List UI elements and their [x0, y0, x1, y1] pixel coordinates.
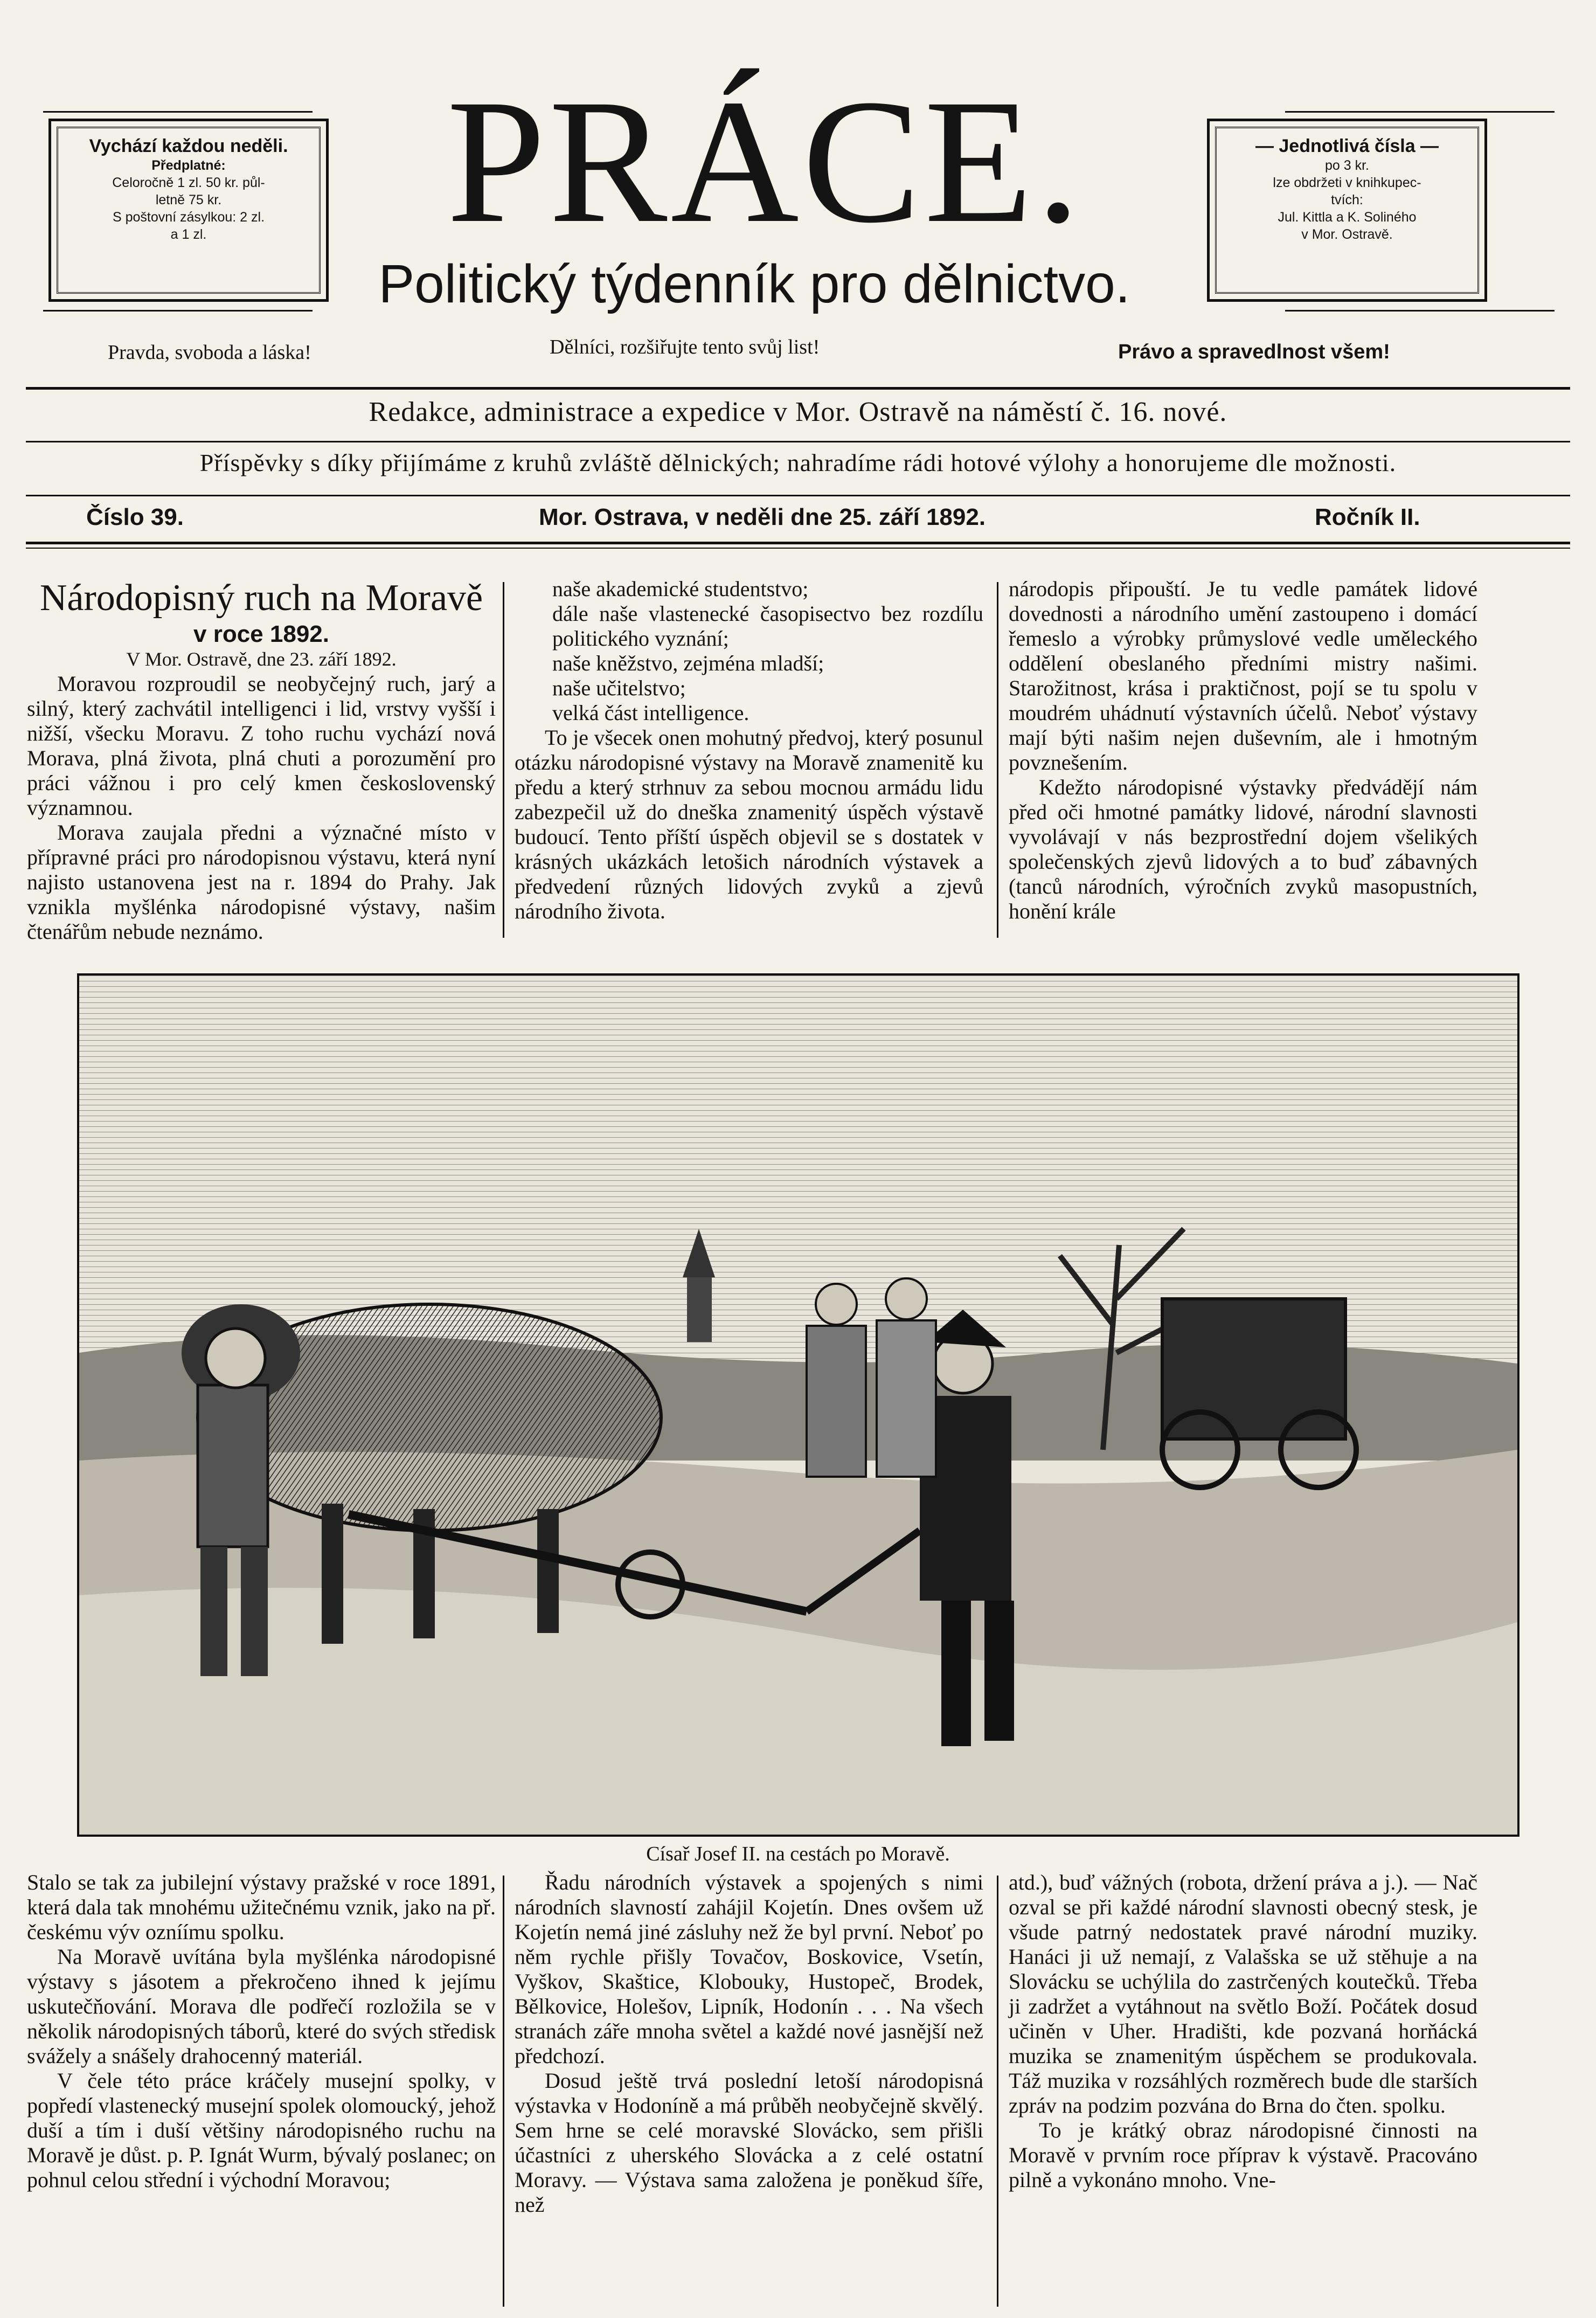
paragraph: národopis připouští. Je tu vedle památek lidové dovednosti a národního umění zastoupeno i domácí řemeslo a výrobky průmyslové vedle uměleckého oddělení obeslaného předními mistry našimi. Starožitnost, krása i praktičnost, pojí se tu spolu v moudrém uhádnutí výstavních účelů. Neboť výstavy mají býti našim nejen duševním, ale i hmotným povznešením. [1009, 577, 1477, 774]
issue-number: Číslo 39. [86, 504, 184, 530]
paragraph: Morava zaujala předni a význačné místo v přípravné práci pro národopisnou výstavu, která nyní najisto ustanovena jest na r. 1894 do Prahy. Jak vznikla myšlénka národopisné výstavy, našim čtenářům nebude neznámo. [27, 820, 496, 944]
list-item: naše kněžstvo, zejména mladší; [552, 651, 824, 675]
courtier-head [886, 1278, 927, 1319]
single-copy-line: lze obdržeti v knihkupec- [1273, 175, 1421, 190]
paragraph: Kdežto národopisné výstavky předvádějí nám před oči hmotné památky lidové, národní slavnosti vyvolávají v nás bezprostřední dojem všelikých společenských zjevů lidových a to buď zábavných (tanců národních, výročních zvyků masopustních, honění krále [1009, 775, 1477, 923]
illustration-engraving [79, 975, 1517, 1835]
courtier-figure [807, 1326, 866, 1477]
single-copy-line: po 3 kr. [1325, 158, 1369, 173]
paragraph: To je krátký obraz národopisné činnosti na Moravě v prvním roce příprav k výstavě. Pracováno pilně a vykonáno mnoho. Vne- [1009, 2118, 1477, 2192]
divider [26, 542, 1570, 544]
article-title: Národopisný ruch na Moravě [39, 577, 483, 619]
illustration-frame [77, 973, 1519, 1837]
subscription-line: S poštovní zásylkou: 2 zl. [112, 210, 265, 225]
volume-number: Ročník II. [1315, 504, 1420, 530]
motto-center: Dělníci, rozšiřujte tento svůj list! [550, 336, 820, 358]
ploughman-leg [200, 1547, 227, 1676]
emperor-boot [984, 1601, 1014, 1741]
ploughman-head [206, 1328, 265, 1388]
subscription-line: a 1 zl. [170, 227, 207, 242]
horse-leg [537, 1509, 559, 1633]
paragraph: Řadu národních výstavek a spojených s nimi národních slavností zahájil Kojetín. Dnes ovšem už Kojetín nemá jiné zásluhy než že byl první. Neboť po něm rychle přišly Tovačov, Boskovice, Vsetín, Vyškov, Skaštice, Klobouky, Hustopeč, Brodek, Bělkovice, Holešov, Lipník, Hodonín . . . Na všech stranách záře mnoha světel a každé nové jasnější než předchozí. [515, 1870, 983, 2068]
article-dateline: V Mor. Ostravě, dne 23. září 1892. [126, 648, 397, 670]
motto-right: Právo a spravedlnost všem! [1118, 341, 1390, 363]
issue-date: Mor. Ostrava, v neděli dne 25. září 1892. [539, 504, 986, 530]
column-1-top [27, 577, 496, 944]
list-item: naše učitelstvo; [552, 676, 686, 700]
column-rule [503, 1876, 504, 2307]
column-1-bottom [27, 1870, 496, 2192]
column-rule [503, 582, 504, 938]
paragraph: V čele této práce kráčely musejní spolky, v popředí vlastenecký musejní spolek olomoucký, jehož duší a tím i duší většiny národopisného ruchu na Moravě je důst. p. P. Ignát Wurm, bývalý poslanec; on pohnul celou střední i východní Moravou; [27, 2068, 496, 2192]
horse-leg [322, 1504, 343, 1644]
ornament-rule [1285, 111, 1555, 113]
divider [26, 441, 1570, 442]
newspaper-subtitle: Politický týdenník pro dělnictvo. [378, 254, 1130, 314]
subscription-head: Vychází každou neděli. [89, 136, 288, 156]
emperor-boot [941, 1601, 971, 1746]
courtier-figure [877, 1320, 936, 1477]
ploughman-figure [198, 1385, 268, 1547]
paragraph: atd.), buď vážných (robota, držení práva a j.). — Nač ozval se při každé národní slavnosti obecný stesk, je všude patrný nedostatek pravé národní muziky. Hanáci ji už nemají, z Valašska se už stěhuje a na Slovácku se uchýlila do zastrčených koutečků. Třeba ji zadržet a vytáhnout na světlo Boží. Počátek dosud učiněn v Uher. Hradišti, kde pozvaná horňácká muzika se znamenitým úspěchem se produkovala. Táž muzika v rozsáhlých rozměrech bude dle starších zpráv na podzim pozvána do Brna do čten. spolku. [1009, 1870, 1477, 2118]
contributions-line: Příspěvky s díky přijímáme z kruhů zvláště dělnických; nahradíme rádi hotové výlohy a honorujeme dle možnosti. [199, 449, 1397, 476]
subscription-line: Předplatné: [151, 158, 226, 173]
church-tower [687, 1277, 712, 1342]
courtier-head [816, 1284, 857, 1325]
single-copy-box [1207, 119, 1487, 302]
column-3-bottom [1009, 1870, 1477, 2192]
paragraph: Moravou rozproudil se neobyčejný ruch, jarý a silný, který zachvátil intelligenci i lid, vrstvy vyšší i nižší, všecku Moravu. Z toho ruchu vychází nová Morava, plná života, plná chuti a porozumění pro práci vážnou i pro celý kmen československý významnou. [27, 672, 496, 820]
paragraph: Na Moravě uvítána byla myšlénka národopisné výstavy s jásotem a překročeno ihned k jejímu uskutečňování. Morava dle podřečí rozložila se v několik národopisných táborů, které do svých středisk svážely a snášely drahocenný materiál. [27, 1945, 496, 2068]
single-copy-line: Jul. Kittla a K. Soliného [1278, 210, 1417, 225]
ornament-rule [1285, 310, 1555, 312]
carriage [1162, 1299, 1345, 1439]
paragraph: Dosud ještě trvá poslední letoší národopisná výstavka v Hodoníně a má průběh neobyčejně skvělý. Sem hrne se celé moravské Slovácko, sem přišli účastníci z uherského Slovácka a z celé ostatní Moravy. — Výstava sama založena je poněkud šíře, než [515, 2068, 983, 2217]
column-2-bottom [515, 1870, 983, 2217]
paragraph: To je všecek onen mohutný předvoj, který posunul otázku národopisné výstavy na Moravě znamenitě ku předu a který strhnuv za sebou mocnou armádu lidu zabezpečil už do dneška znamenitý úspěch výstavě budoucí. Tento příští úspěch objevil se s dostatek v krásných ukázkách letošich národních výstavek a předvedení různých lidových zvyků a zjevů národního života. [515, 725, 983, 923]
paragraph: Stalo se tak za jubilejní výstavy pražské v roce 1891, která dala tak mnohému užitečnému vznik, jako na př. českému výv ozníímu spolku. [27, 1870, 496, 1944]
subscription-line: Celoročně 1 zl. 50 kr. půl- [112, 175, 265, 190]
column-rule [997, 582, 998, 938]
list-item: dále naše vlastenecké časopisectvo bez rozdílu politického vyznání; [552, 601, 983, 651]
subscription-line: letně 75 kr. [155, 192, 222, 207]
single-copy-line: v Mor. Ostravě. [1301, 227, 1393, 242]
ornament-rule [43, 310, 313, 312]
single-copy-line: tvích: [1331, 192, 1363, 207]
divider [26, 548, 1570, 549]
ploughman-leg [241, 1547, 268, 1676]
article-subtitle: v roce 1892. [193, 621, 329, 647]
single-copy-head: — Jednotlivá čísla — [1255, 136, 1439, 156]
subscription-box [48, 119, 329, 302]
list-item: naše akademické studentstvo; [552, 577, 809, 601]
column-2-top [515, 577, 983, 924]
divider [26, 387, 1570, 390]
divider [26, 495, 1570, 496]
motto-left: Pravda, svoboda a láska! [108, 341, 311, 364]
address-line: Redakce, administrace a expedice v Mor. Ostravě na náměstí č. 16. nové. [369, 397, 1227, 427]
newspaper-title: PRÁCE. [446, 63, 1084, 260]
column-rule [997, 1876, 998, 2307]
list-item: velká část intelligence. [552, 701, 750, 725]
illustration-caption: Císař Josef II. na cestách po Moravě. [646, 1843, 950, 1865]
column-3-top [1009, 577, 1477, 924]
ornament-rule [43, 111, 313, 113]
